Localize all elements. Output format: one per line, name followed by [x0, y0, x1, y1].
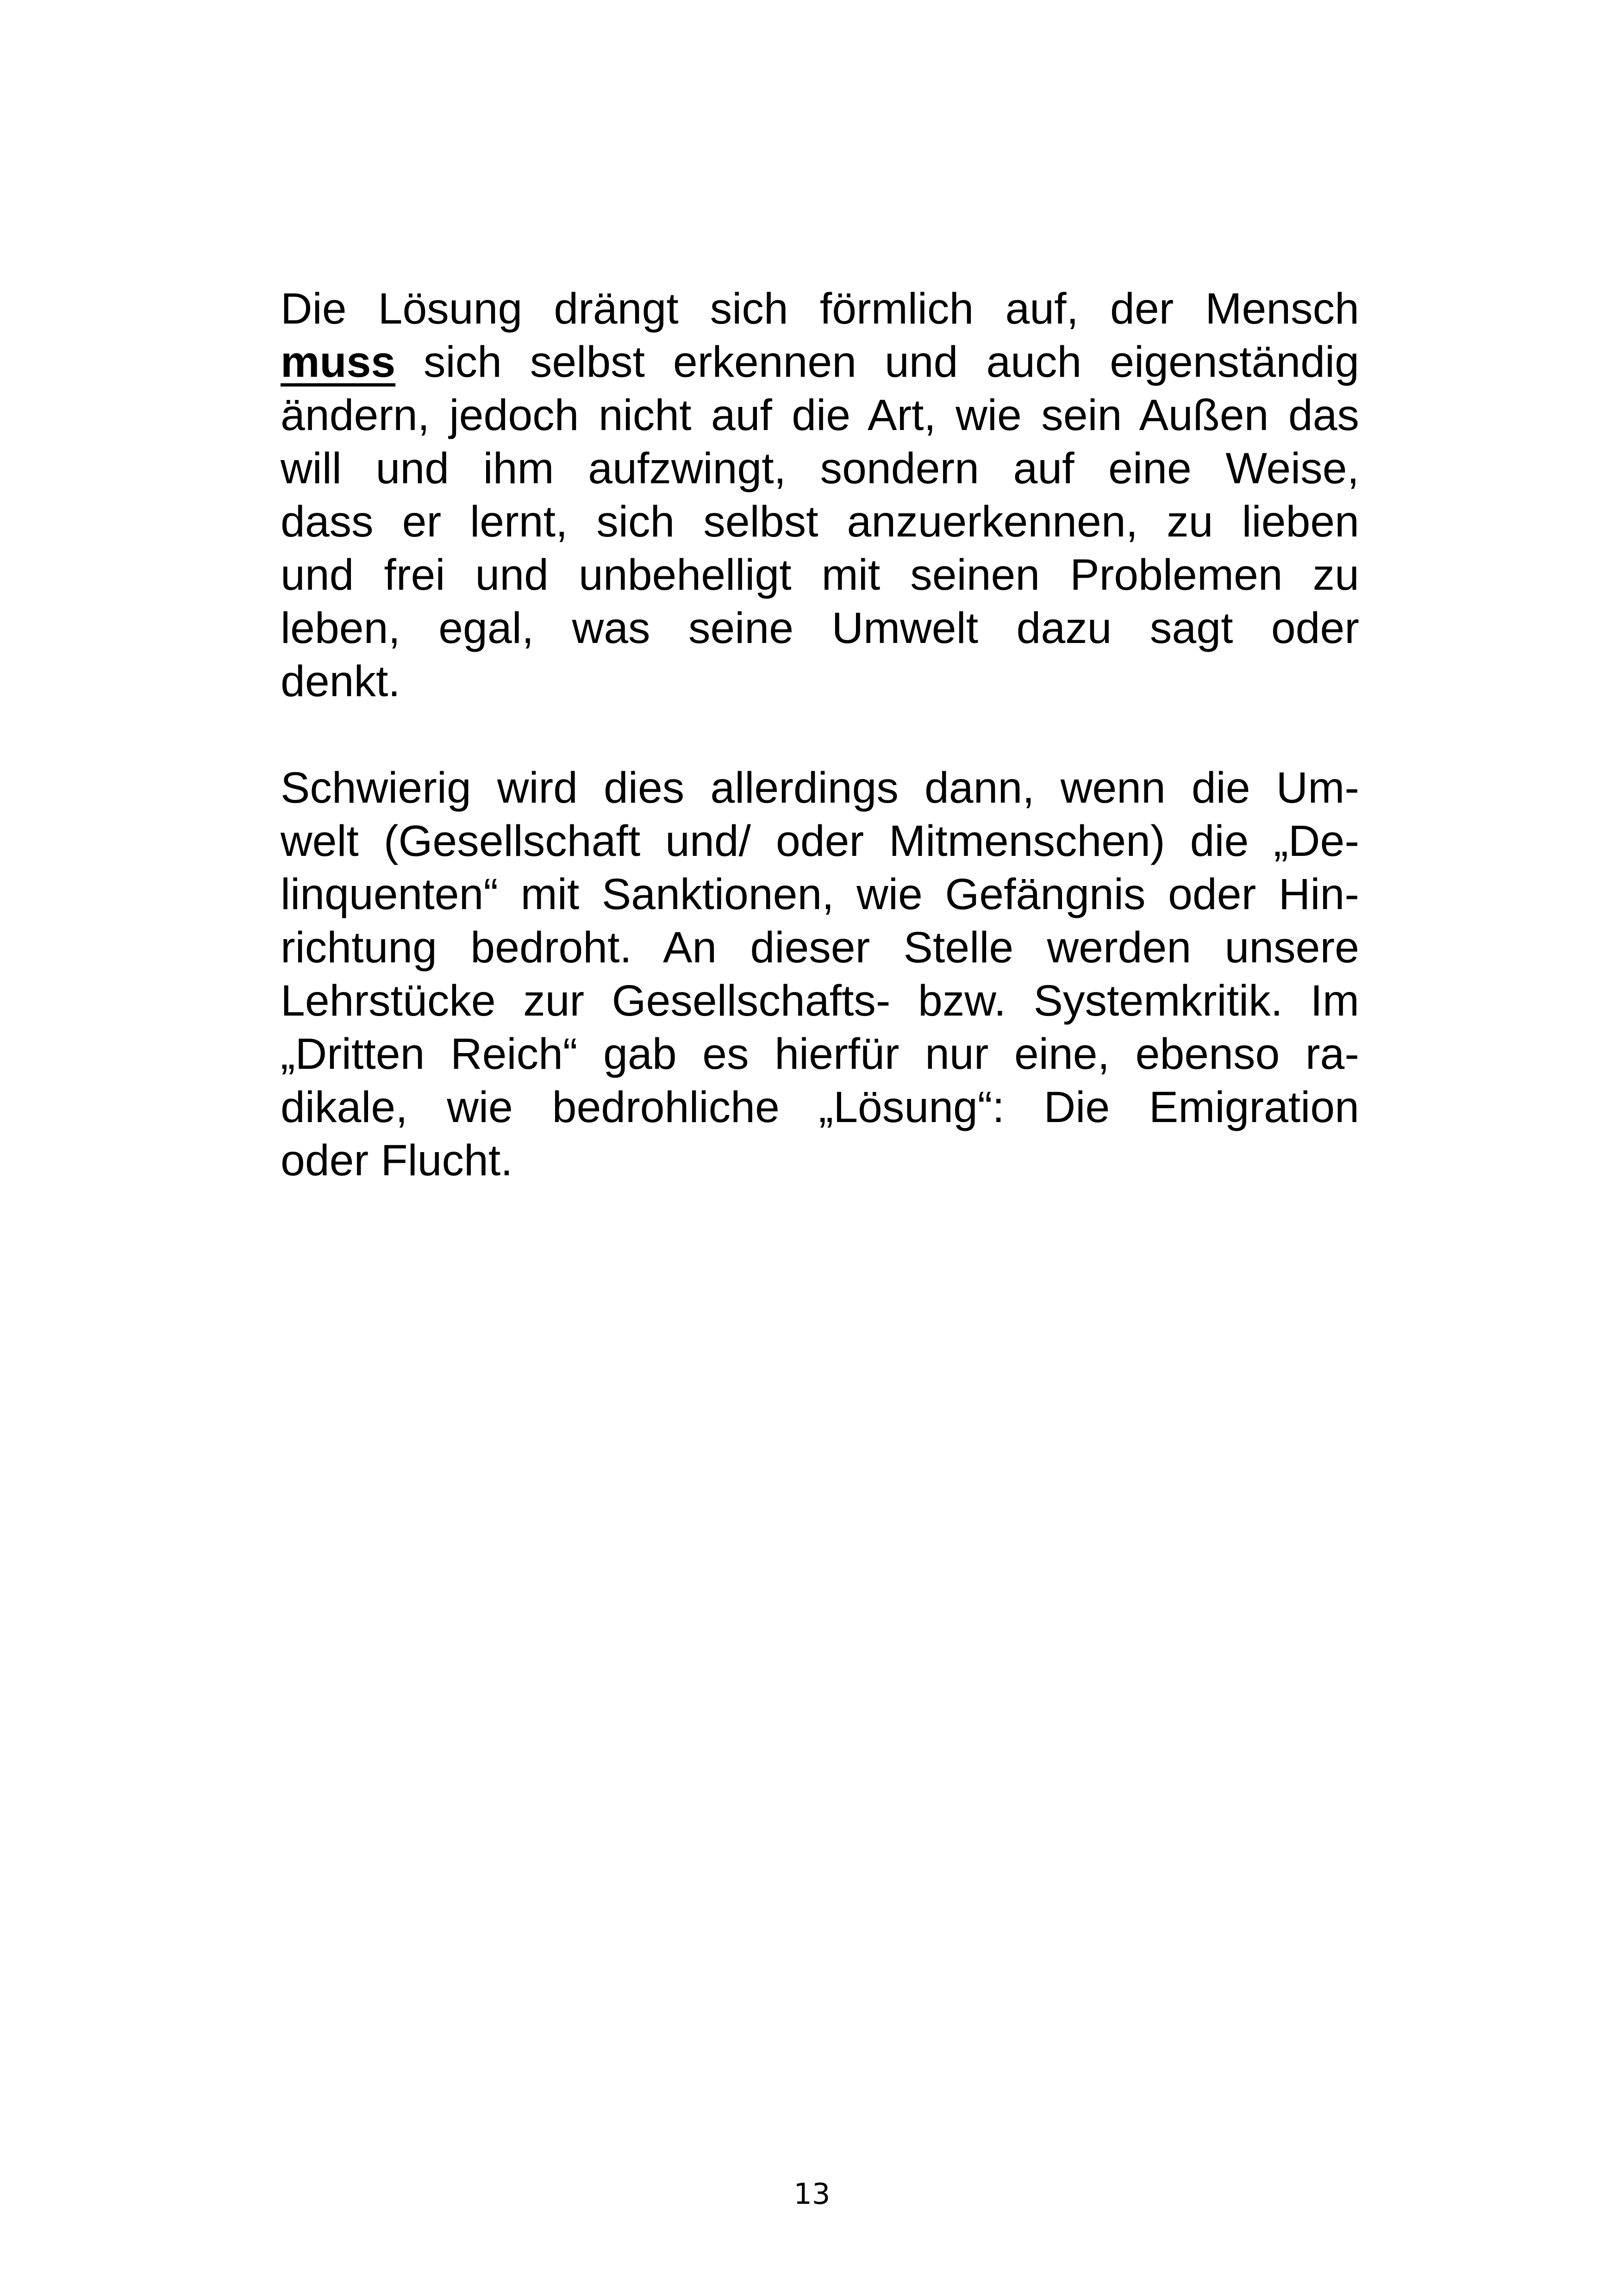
- paragraph: [281, 282, 1359, 708]
- text-line: oder Flucht.: [281, 1136, 513, 1185]
- emphasized-word: muss: [281, 337, 396, 387]
- text-line-rest: sich selbst erkennen und auch eigenständig: [395, 337, 1359, 387]
- text-line: leben, egal, was seine Umwelt dazu sagt oder: [281, 604, 1359, 653]
- text-line: und frei und unbehelligt mit seinen Problemen zu: [281, 550, 1359, 599]
- text-line: dass er lernt, sich selbst anzuerkennen, zu lieben: [281, 497, 1359, 546]
- text-line: Lehrstücke zur Gesellschafts- bzw. Systemkritik. Im: [281, 976, 1359, 1025]
- text-line: will und ihm aufzwingt, sondern auf eine Weise,: [281, 444, 1359, 493]
- text-line: [281, 336, 1359, 389]
- text-line: linquenten“ mit Sanktionen, wie Gefängnis oder Hin-: [281, 870, 1359, 919]
- text-line: richtung bedroht. An dieser Stelle werden unsere: [281, 923, 1359, 972]
- paragraph: [281, 761, 1359, 1187]
- text-line: dikale, wie bedrohliche „Lösung“: Die Emigration: [281, 1083, 1359, 1132]
- text-line: welt (Gesellschaft und/ oder Mitmenschen) die „De-: [281, 817, 1359, 866]
- text-line: Schwierig wird dies allerdings dann, wenn die Um-: [281, 763, 1359, 812]
- text-line: Die Lösung drängt sich förmlich auf, der Mensch: [281, 284, 1359, 333]
- text-line: ändern, jedoch nicht auf die Art, wie sein Außen das: [281, 391, 1359, 440]
- text-line: „Dritten Reich“ gab es hierfür nur eine, ebenso ra-: [281, 1029, 1359, 1079]
- text-line: denkt.: [281, 657, 400, 706]
- page-number: 13: [793, 2177, 831, 2211]
